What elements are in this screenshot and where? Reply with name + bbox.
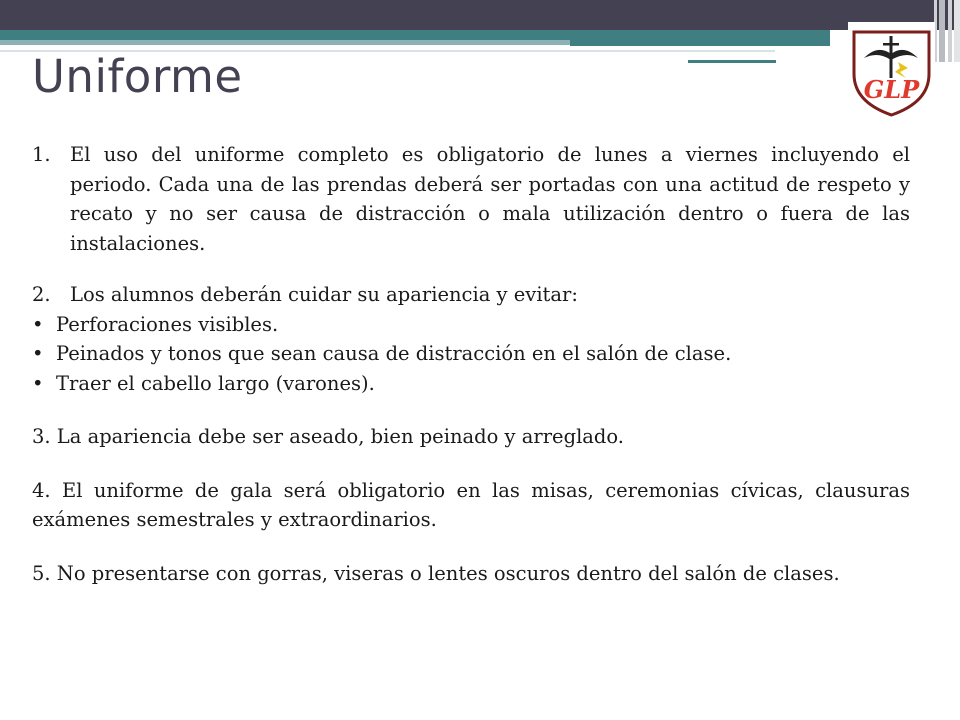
bullet-text: Perforaciones visibles.	[56, 312, 279, 336]
header-teal-mid-bar	[570, 40, 830, 46]
item-text: Los alumnos deberán cuidar su apariencia y evitar:	[70, 283, 578, 306]
page-title: Uniforme	[32, 50, 243, 103]
paragraph-item-5: 5. No presentarse con gorras, viseras o lentes oscuros dentro del salón de clases.	[32, 561, 840, 585]
bullet-item	[32, 339, 910, 369]
school-crest-logo	[848, 22, 935, 119]
header-accent-line	[688, 60, 776, 63]
bullet-item	[32, 310, 910, 340]
paragraph-item-3: 3. La apariencia debe ser aseado, bien peinado y arreglado.	[32, 425, 625, 448]
header-teal-bar	[0, 30, 830, 40]
header-dark-bar	[0, 0, 960, 30]
crest-icon	[848, 22, 935, 119]
bullet-text: Traer el cabello largo (varones).	[56, 371, 375, 395]
list-item	[32, 140, 910, 258]
right-vertical-bar	[954, 0, 960, 62]
svg-text:GLP: GLP	[863, 75, 920, 104]
right-vertical-bar	[948, 0, 952, 62]
item-number: 1.	[32, 143, 51, 166]
bullet-icon: •	[32, 371, 44, 395]
bullet-icon: •	[32, 312, 44, 336]
item-text: El uso del uniforme completo es obligatorio de lunes a viernes incluyendo el periodo. Cada una de las prendas deberá ser portadas con una actitud de respeto y recato y no ser causa de distracción o mala utilización dentro o fuera de las instalaciones.	[70, 143, 910, 255]
bullet-text: Peinados y tonos que sean causa de distracción en el salón de clase.	[56, 342, 732, 365]
paragraph-item-4: 4. El uniforme de gala será obligatorio en las misas, ceremonias cívicas, clausuras exámenes semestrales y extraordinarios.	[32, 478, 910, 531]
slide-body	[32, 140, 910, 588]
item-number: 2.	[32, 283, 51, 306]
bullet-icon: •	[32, 342, 44, 365]
right-vertical-bar	[939, 0, 945, 62]
bullet-item	[32, 369, 910, 399]
list-item	[32, 280, 910, 310]
